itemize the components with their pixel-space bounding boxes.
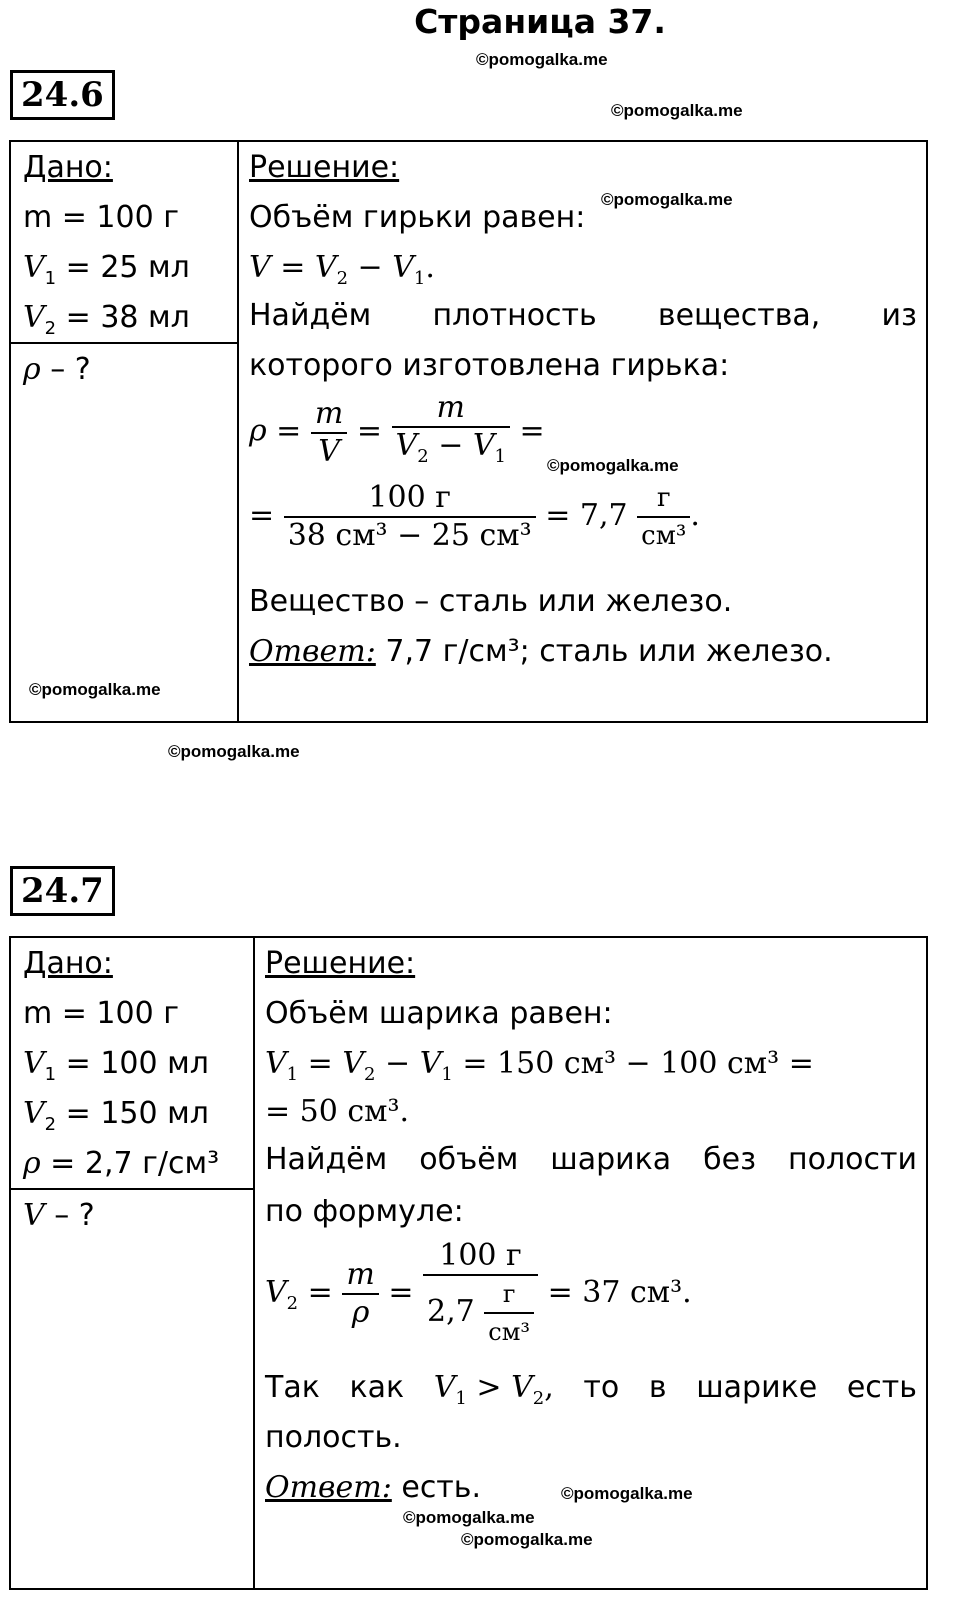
given-v2: $V_2 = 38$ мл xyxy=(23,300,190,339)
task-table xyxy=(9,140,928,723)
given-mass: m = 100 г xyxy=(23,200,179,235)
given-label: Дано: xyxy=(23,946,113,981)
find-label: V – ? xyxy=(23,1198,95,1233)
solution-line: полость. xyxy=(265,1420,402,1455)
watermark: ©pomogalka.me xyxy=(403,1508,535,1527)
divider xyxy=(11,1188,253,1190)
solution-label: Решение: xyxy=(265,946,416,981)
solution-line: Объём гирьки равен: xyxy=(249,200,586,235)
formula-calc: = $\frac{100 г}{\text{38 см³ − 25 см³}}$ = 7,7 $\frac{г}{\text{см³}}$ . xyxy=(249,480,700,553)
watermark: ©pomogalka.me xyxy=(561,1484,693,1503)
solution-line: Вещество – сталь или железо. xyxy=(249,584,733,619)
task-number: 24.7 xyxy=(10,866,115,916)
watermark: ©pomogalka.me xyxy=(168,742,300,761)
given-v1: $V_1 = 25$ мл xyxy=(23,250,190,289)
task-table xyxy=(9,936,928,1590)
divider xyxy=(11,342,237,344)
formula-volume: $V = V_2 - V_1$. xyxy=(249,250,435,289)
watermark: ©pomogalka.me xyxy=(547,456,679,475)
given-column xyxy=(11,142,239,721)
answer-line: Ответ: 7,7 г/см³; сталь или железо. xyxy=(249,634,833,669)
formula-v2: $V_2$ = $\frac{m}{\rho}$ = 100 г 2,7 $\frac{г}{\text{см³}}$ = 37 см³. xyxy=(265,1238,692,1346)
watermark: ©pomogalka.me xyxy=(601,190,733,209)
solution-label: Решение: xyxy=(249,150,400,185)
given-column xyxy=(11,938,255,1588)
solution-line: Объём шарика равен: xyxy=(265,996,613,1031)
watermark: ©pomogalka.me xyxy=(611,101,743,120)
formula-volume-result: = 50 см³. xyxy=(265,1094,410,1129)
given-mass: m = 100 г xyxy=(23,996,179,1031)
task-number: 24.6 xyxy=(10,70,115,120)
solution-line: по формуле: xyxy=(265,1194,464,1229)
given-density: ρ = 2,7 г/см³ xyxy=(23,1146,220,1181)
given-v2: $V_2 = 150$ мл xyxy=(23,1096,209,1135)
watermark: ©pomogalka.me xyxy=(476,50,608,69)
solution-line: которого изготовлена гирька: xyxy=(249,348,730,383)
formula-density: ρ = $\frac{m}{V}$ = $\frac{m}{V_2 - V_1}$ = xyxy=(249,390,545,469)
solution-line: Найдём объём шарика без полости xyxy=(265,1142,917,1177)
page-title: Страница 37. xyxy=(414,2,666,41)
find-label: ρ – ? xyxy=(23,352,91,387)
watermark: ©pomogalka.me xyxy=(461,1530,593,1549)
watermark: ©pomogalka.me xyxy=(29,680,161,699)
solution-line: Так как $V_1 > V_2$, то в шарике есть xyxy=(265,1370,917,1409)
given-label: Дано: xyxy=(23,150,113,185)
given-v1: $V_1 = 100$ мл xyxy=(23,1046,209,1085)
answer-line: Ответ: есть. xyxy=(265,1470,482,1505)
solution-line: Найдём плотность вещества, из xyxy=(249,298,917,333)
formula-volume: $V_1 = V_2 - V_1 = 150$ см³ − 100 см³ = xyxy=(265,1046,814,1085)
